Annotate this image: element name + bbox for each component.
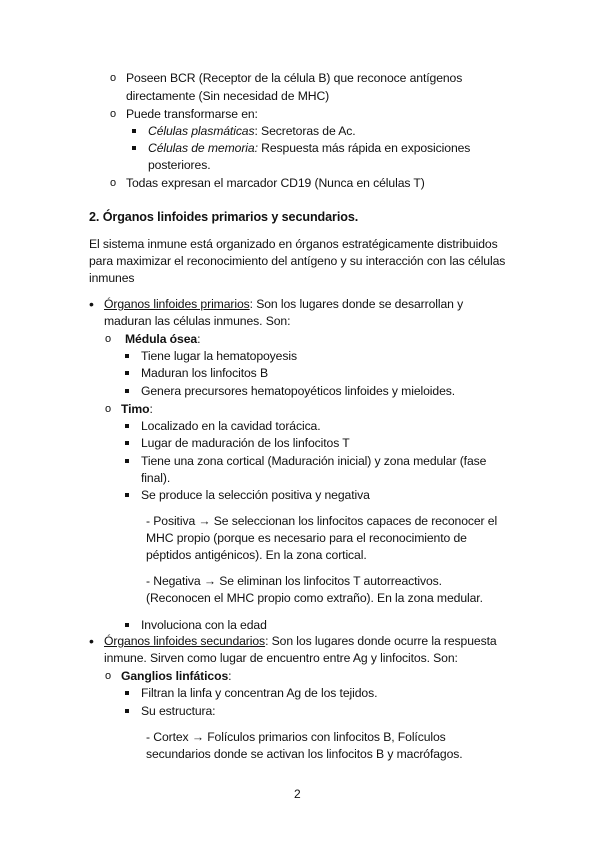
positive-selection-line-1: - Positiva → Se seleccionan los linfocitos capaces de reconocer el bbox=[146, 514, 498, 528]
square-bullet-icon bbox=[125, 709, 129, 713]
intro-line-3: inmunes bbox=[89, 271, 135, 285]
square-bullet-icon bbox=[125, 493, 129, 497]
ganglios-title: Ganglios linfáticos bbox=[121, 669, 229, 683]
bcr-item-1-line-1: Poseen BCR (Receptor de la célula B) que reconoce antígenos bbox=[126, 71, 463, 85]
square-bullet-icon bbox=[125, 371, 129, 375]
medula-item-1: Tiene lugar la hematopoyesis bbox=[141, 349, 297, 363]
square-bullet-icon bbox=[125, 459, 129, 463]
timo-item-2: Lugar de maduración de los linfocitos T bbox=[141, 436, 350, 450]
square-bullet-icon bbox=[125, 623, 129, 627]
square-bullet-icon bbox=[125, 441, 129, 445]
secondary-organs-term: Órganos linfoides secundarios bbox=[104, 634, 266, 648]
ganglios-colon: : bbox=[228, 669, 232, 683]
timo-item-4: Se produce la selección positiva y negativa bbox=[141, 488, 370, 502]
disc-bullet: • bbox=[89, 296, 94, 312]
memory-cells-term: Células de memoria: bbox=[148, 141, 258, 155]
medula-item-3: Genera precursores hematopoyéticos linfoides y mieloides. bbox=[141, 384, 456, 398]
medula-item-2: Maduran los linfocitos B bbox=[141, 366, 268, 380]
medula-title: Médula ósea bbox=[125, 332, 198, 346]
plasma-cells-term: Células plasmáticas bbox=[148, 124, 255, 138]
square-bullet-icon bbox=[125, 424, 129, 428]
square-bullet-icon bbox=[132, 129, 136, 133]
bcr-item-1-line-2: directamente (Sin necesidad de MHC) bbox=[126, 89, 330, 103]
memory-cells-desc: Respuesta más rápida en exposiciones bbox=[257, 141, 471, 155]
square-bullet-icon bbox=[125, 354, 129, 358]
section-heading: 2. Órganos linfoides primarios y secundarios. bbox=[89, 210, 359, 224]
timo-item-3-line-1: Tiene una zona cortical (Maduración inicial) y zona medular (fase bbox=[141, 454, 487, 468]
secondary-organs-line-2: inmune. Sirven como lugar de encuentro entre Ag y linfocitos. Son: bbox=[104, 651, 458, 665]
positive-selection-line-3: péptidos antigénicos). En la zona cortical. bbox=[146, 548, 367, 562]
circle-bullet: o bbox=[110, 108, 117, 120]
square-bullet-icon bbox=[132, 146, 136, 150]
bcr-item-3: Todas expresan el marcador CD19 (Nunca en células T) bbox=[126, 176, 425, 190]
memory-cells-line-2: posteriores. bbox=[148, 158, 211, 172]
timo-item-1: Localizado en la cavidad torácica. bbox=[141, 419, 321, 433]
positive-selection-line-2: MHC propio (porque es necesario para el reconocimiento de bbox=[146, 531, 467, 545]
primary-organs-desc: : Son los lugares donde se desarrollan y bbox=[249, 297, 464, 311]
medula-heading bbox=[125, 332, 200, 347]
ganglios-item-1: Filtran la linfa y concentran Ag de los tejidos. bbox=[141, 686, 378, 700]
negative-selection-line-2: (Reconocen el MHC propio como extraño). En la zona medular. bbox=[146, 591, 483, 605]
bcr-item-2: Puede transformarse en: bbox=[126, 107, 258, 121]
timo-title: Timo bbox=[121, 402, 150, 416]
negative-selection-line-1: - Negativa → Se eliminan los linfocitos T autorreactivos. bbox=[146, 574, 442, 588]
cortex-line-2: secundarios donde se activan los linfocitos B y macrófagos. bbox=[146, 747, 463, 761]
circle-bullet: o bbox=[105, 403, 112, 415]
circle-bullet: o bbox=[105, 333, 112, 345]
secondary-organs-desc: : Son los lugares donde ocurre la respuesta bbox=[265, 634, 497, 648]
circle-bullet: o bbox=[110, 72, 117, 84]
intro-line-1: El sistema inmune está organizado en órganos estratégicamente distribuidos bbox=[89, 237, 498, 251]
timo-heading bbox=[121, 402, 153, 417]
ganglios-heading bbox=[121, 669, 231, 684]
timo-item-5: Involuciona con la edad bbox=[141, 618, 267, 632]
square-bullet-icon bbox=[125, 389, 129, 393]
cortex-line-1: - Cortex → Folículos primarios con linfocitos B, Folículos bbox=[146, 730, 446, 744]
primary-organs-line-2: maduran las células inmunes. Son: bbox=[104, 314, 291, 328]
primary-organs-term: Órganos linfoides primarios bbox=[104, 297, 250, 311]
intro-line-2: para maximizar el reconocimiento del antígeno y su interacción con las células bbox=[89, 254, 506, 268]
medula-colon: : bbox=[197, 332, 201, 346]
ganglios-item-2: Su estructura: bbox=[141, 704, 216, 718]
disc-bullet: • bbox=[89, 633, 94, 649]
secondary-organs-line-1 bbox=[104, 634, 497, 649]
circle-bullet: o bbox=[105, 670, 112, 682]
plasma-cells-line bbox=[148, 124, 356, 139]
primary-organs-line-1 bbox=[104, 297, 463, 312]
circle-bullet: o bbox=[110, 177, 117, 189]
memory-cells-line bbox=[148, 141, 470, 156]
timo-item-3-line-2: final). bbox=[141, 471, 171, 485]
page-number: 2 bbox=[294, 787, 301, 801]
plasma-cells-desc: : Secretoras de Ac. bbox=[254, 124, 356, 138]
square-bullet-icon bbox=[125, 691, 129, 695]
timo-colon: : bbox=[149, 402, 153, 416]
